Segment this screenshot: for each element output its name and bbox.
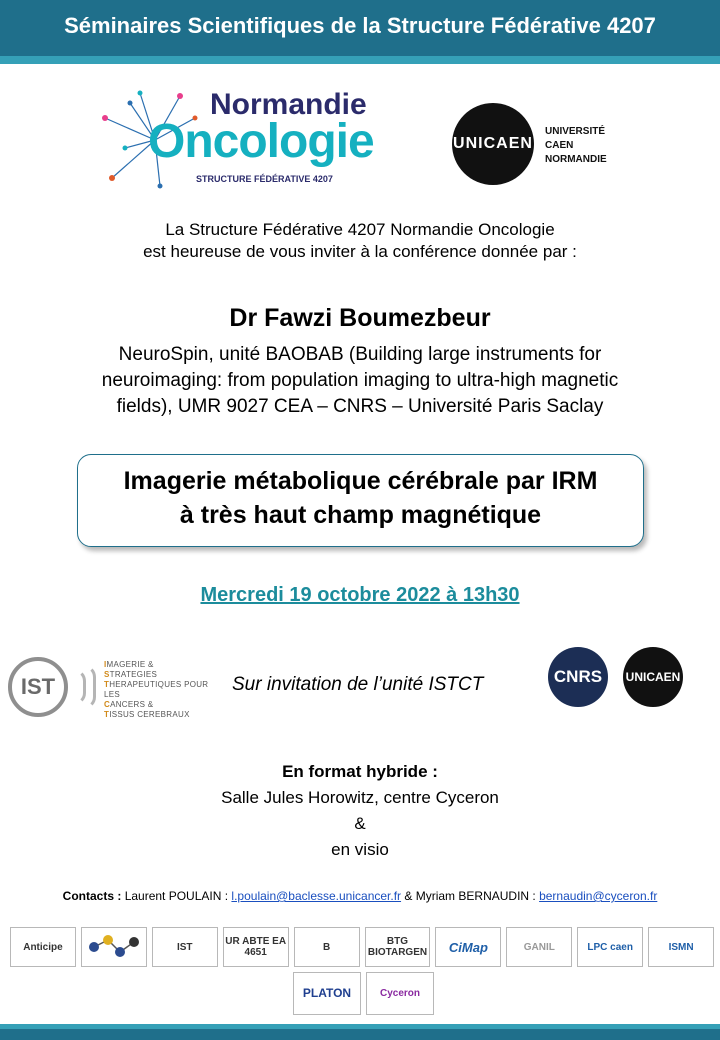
partner-logo-cimap: CiMap — [435, 927, 501, 967]
unicaen-logo — [452, 103, 652, 185]
format-heading: En format hybride : — [282, 762, 438, 781]
partner-logo-cyceron: Cyceron — [366, 972, 434, 1015]
affiliation-line-3: fields), UMR 9027 CEA – CNRS – Université Paris Saclay — [116, 396, 604, 417]
affiliation-line-1: NeuroSpin, unité BAOBAB (Building large instruments for — [118, 344, 602, 365]
intro-text — [0, 219, 720, 263]
istct-wordmark — [104, 660, 223, 720]
istct-line: STRATEGIES — [104, 670, 158, 679]
talk-title-box — [77, 454, 644, 547]
logo-text-oncologie: Oncologie — [148, 115, 374, 168]
contact-email-1[interactable]: l.poulain@baclesse.unicancer.fr — [231, 889, 402, 903]
format-venue: Salle Jules Horowitz, centre Cyceron — [221, 788, 499, 807]
event-date: Mercredi 19 octobre 2022 à 13h30 — [200, 584, 520, 606]
partner-logo-lpc: LPC caen — [577, 927, 643, 967]
partner-logo-ismn: ISMN — [648, 927, 714, 967]
page-title: Séminaires Scientifiques de la Structure Fédérative 4207 — [64, 13, 656, 38]
talk-title-line-1: Imagerie métabolique cérébrale par IRM — [123, 467, 598, 495]
speaker-affiliation — [30, 342, 690, 420]
contact-email-2[interactable]: bernaudin@cyceron.fr — [539, 889, 658, 903]
unicaen-wordmark — [545, 125, 607, 167]
intro-line-1: La Structure Fédérative 4207 Normandie Oncologie — [165, 220, 555, 239]
header-bar — [0, 0, 720, 64]
istct-line: TISSUS CEREBRAUX — [104, 710, 190, 719]
normandie-oncologie-logo — [100, 88, 400, 192]
unicaen-logo-small: UNICAEN — [623, 647, 683, 707]
contacts-label: Contacts : — [62, 889, 122, 903]
format-info — [0, 759, 720, 863]
partner-logo-urabte: UR ABTE EA 4651 — [223, 927, 289, 967]
footer-bar — [0, 1024, 720, 1040]
header-accent-stripe — [0, 56, 720, 64]
partner-logo-btg: BTG BIOTARGEN — [365, 927, 431, 967]
unicaen-mark: UNICAEN — [452, 103, 534, 185]
invitation-text: Sur invitation de l’unité ISTCT — [232, 674, 484, 695]
speaker-name: Dr Fawzi Boumezbeur — [229, 304, 491, 332]
partner-logo-ist: IST — [152, 927, 218, 967]
partner-logo-ganil: GANIL — [506, 927, 572, 967]
contact-person-1: Laurent POULAIN : — [124, 889, 229, 903]
partner-logo-anticipe: Anticipe — [10, 927, 76, 967]
format-visio: en visio — [331, 840, 389, 859]
molecule-icon — [86, 932, 142, 962]
istct-arc-icon — [84, 665, 96, 709]
contact-person-2: & Myriam BERNAUDIN : — [404, 889, 536, 903]
cnrs-logo: CNRS — [548, 647, 608, 707]
istct-line: THERAPEUTIQUES POUR LES — [104, 680, 209, 699]
intro-line-2: est heureuse de vous inviter à la conférence donnée par : — [143, 242, 577, 261]
partner-logo-platon: PLATON — [293, 972, 361, 1015]
format-amp: & — [354, 814, 366, 833]
partner-logos-row-2 — [293, 972, 720, 1015]
contacts-line — [0, 889, 720, 903]
istct-mark: IST — [8, 657, 68, 717]
partner-logos-row-1 — [10, 927, 714, 967]
unicaen-line-2: CAEN — [545, 140, 574, 151]
partner-logo-baham: B — [294, 927, 360, 967]
talk-title-line-2: à très haut champ magnétique — [179, 501, 542, 529]
istct-line: CANCERS & — [104, 700, 154, 709]
footer-accent-stripe — [0, 1024, 720, 1029]
istct-logo — [8, 652, 223, 722]
istct-line: IMAGERIE & — [104, 660, 154, 669]
unicaen-line-3: NORMANDIE — [545, 154, 607, 165]
unicaen-line-1: UNIVERSITÉ — [545, 126, 606, 137]
partner-logo-molecule — [81, 927, 147, 967]
logo-text-normandie: Normandie — [210, 88, 367, 121]
affiliation-line-2: neuroimaging: from population imaging to ultra-high magnetic — [101, 370, 619, 391]
logo-text-structure: STRUCTURE FÉDÉRATIVE 4207 — [196, 174, 333, 184]
